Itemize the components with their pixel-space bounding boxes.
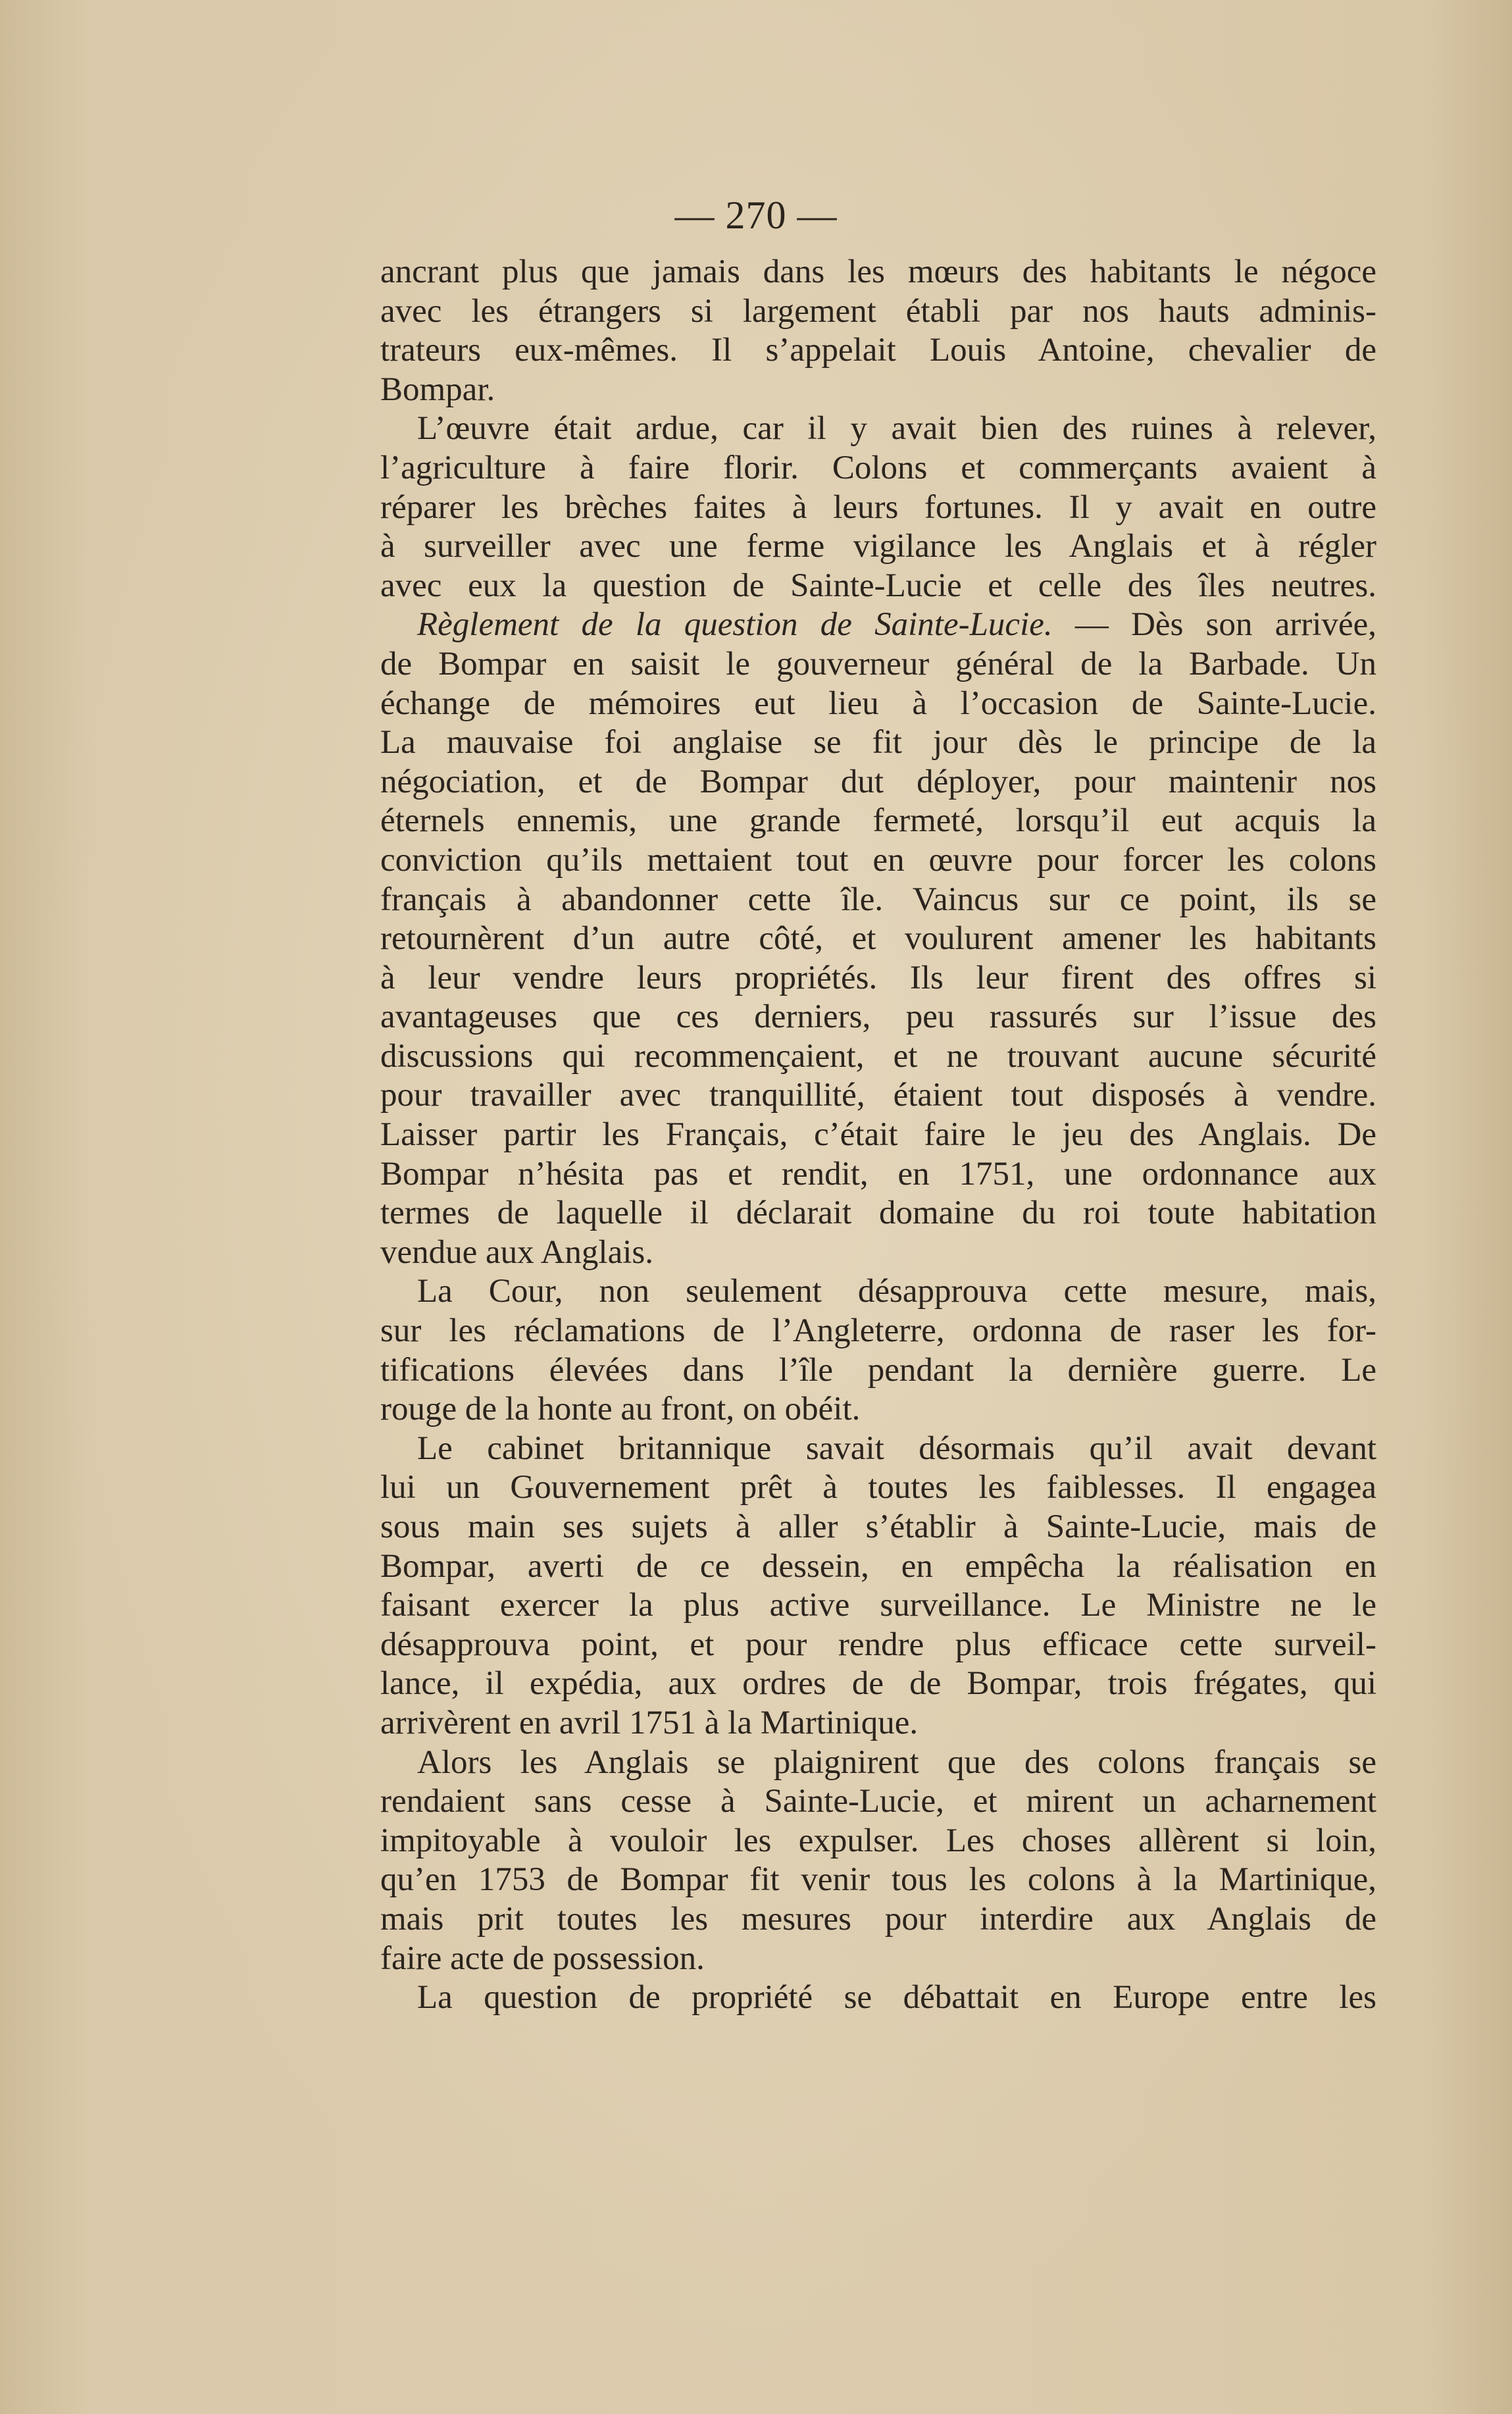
text-line: Bompar.	[380, 371, 495, 408]
text-line: vendue aux Anglais.	[380, 1233, 653, 1271]
text-line: retournèrent d’un autre côté, et voulurent amener les habitants	[380, 920, 1376, 958]
text-line: avec les étrangers si largement établi par nos hauts adminis-	[380, 292, 1376, 330]
text-line: impitoyable à vouloir les expulser. Les choses allèrent si loin,	[380, 1822, 1376, 1859]
text-line: pour travailler avec tranquillité, étaient tout disposés à vendre.	[380, 1077, 1376, 1114]
body-text	[380, 253, 1376, 2018]
text-line: désapprouva point, et pour rendre plus efficace cette surveil-	[380, 1626, 1376, 1663]
text-line: arrivèrent en avril 1751 à la Martinique.	[380, 1704, 919, 1741]
text-line: Bompar, averti de ce dessein, en empêcha la réalisation en	[380, 1547, 1376, 1585]
text-line: ancrant plus que jamais dans les mœurs des habitants le négoce	[380, 253, 1376, 290]
text-line: français à abandonner cette île. Vaincus sur ce point, ils se	[380, 881, 1376, 918]
text-line: réparer les brèches faites à leurs fortunes. Il y avait en outre	[380, 488, 1376, 526]
text-line: faisant exercer la plus active surveillance. Le Ministre ne le	[380, 1587, 1376, 1624]
text-line: Le cabinet britannique savait désormais qu’il avait devant	[417, 1429, 1376, 1467]
text-line: à leur vendre leurs propriétés. Ils leur firent des offres si	[380, 959, 1376, 996]
text-line: termes de laquelle il déclarait domaine du roi toute habitation	[380, 1194, 1376, 1232]
text-line: l’agriculture à faire florir. Colons et commerçants avaient à	[380, 449, 1376, 486]
text-line: à surveiller avec une ferme vigilance les Anglais et à régler	[380, 528, 1376, 565]
text-line: de Bompar en saisit le gouverneur général de la Barbade. Un	[380, 645, 1376, 682]
text-line: échange de mémoires eut lieu à l’occasion de Sainte-Lucie.	[380, 684, 1376, 722]
text-line: L’œuvre était ardue, car il y avait bien des ruines à relever,	[417, 410, 1376, 448]
text-line: Bompar n’hésita pas et rendit, en 1751, une ordonnance aux	[380, 1155, 1376, 1193]
text-line: La mauvaise foi anglaise se fit jour dès le principe de la	[380, 724, 1376, 761]
text-line: La question de propriété se débattait en Europe entre les	[417, 1979, 1376, 2016]
text-line: conviction qu’ils mettaient tout en œuvre pour forcer les colons	[380, 841, 1376, 879]
text-line: qu’en 1753 de Bompar fit venir tous les colons à la Martinique,	[380, 1861, 1376, 1899]
text-line: lui un Gouvernement prêt à toutes les faiblesses. Il engagea	[380, 1469, 1376, 1506]
text-line: mais prit toutes les mesures pour interdire aux Anglais de	[380, 1900, 1376, 1938]
text-line: faire acte de possession.	[380, 1939, 705, 1977]
text-line: négociation, et de Bompar dut déployer, pour maintenir nos	[380, 763, 1376, 800]
text-line: discussions qui recommençaient, et ne trouvant aucune sécurité	[380, 1037, 1376, 1075]
text-line: tifications élevées dans l’île pendant la dernière guerre. Le	[380, 1351, 1376, 1389]
text-fragment: — Dès son arrivée,	[1074, 606, 1377, 644]
text-line: La Cour, non seulement désapprouva cette mesure, mais,	[417, 1273, 1376, 1310]
text-line: trateurs eux-mêmes. Il s’appelait Louis Antoine, chevalier de	[380, 332, 1376, 369]
page-number: — 270 —	[674, 193, 838, 237]
text-line: éternels ennemis, une grande fermeté, lorsqu’il eut acquis la	[380, 802, 1376, 840]
section-heading-line	[380, 605, 1376, 645]
text-line: Laisser partir les Français, c’était faire le jeu des Anglais. De	[380, 1116, 1376, 1154]
section-subheading: Règlement de la question de Sainte-Lucie.	[417, 606, 1053, 644]
text-line: Alors les Anglais se plaignirent que des colons français se	[417, 1743, 1376, 1781]
text-line: sous main ses sujets à aller s’établir à Sainte-Lucie, mais de	[380, 1508, 1376, 1545]
text-line: avantageuses que ces derniers, peu rassurés sur l’issue des	[380, 998, 1376, 1036]
text-line: sur les réclamations de l’Angleterre, ordonna de raser les for-	[380, 1312, 1376, 1350]
text-line: lance, il expédia, aux ordres de de Bompar, trois frégates, qui	[380, 1665, 1376, 1703]
text-line: rouge de la honte au front, on obéit.	[380, 1391, 861, 1428]
text-line: rendaient sans cesse à Sainte-Lucie, et mirent un acharnement	[380, 1783, 1376, 1820]
text-line: avec eux la question de Sainte-Lucie et celle des îles neutres.	[380, 567, 1376, 604]
